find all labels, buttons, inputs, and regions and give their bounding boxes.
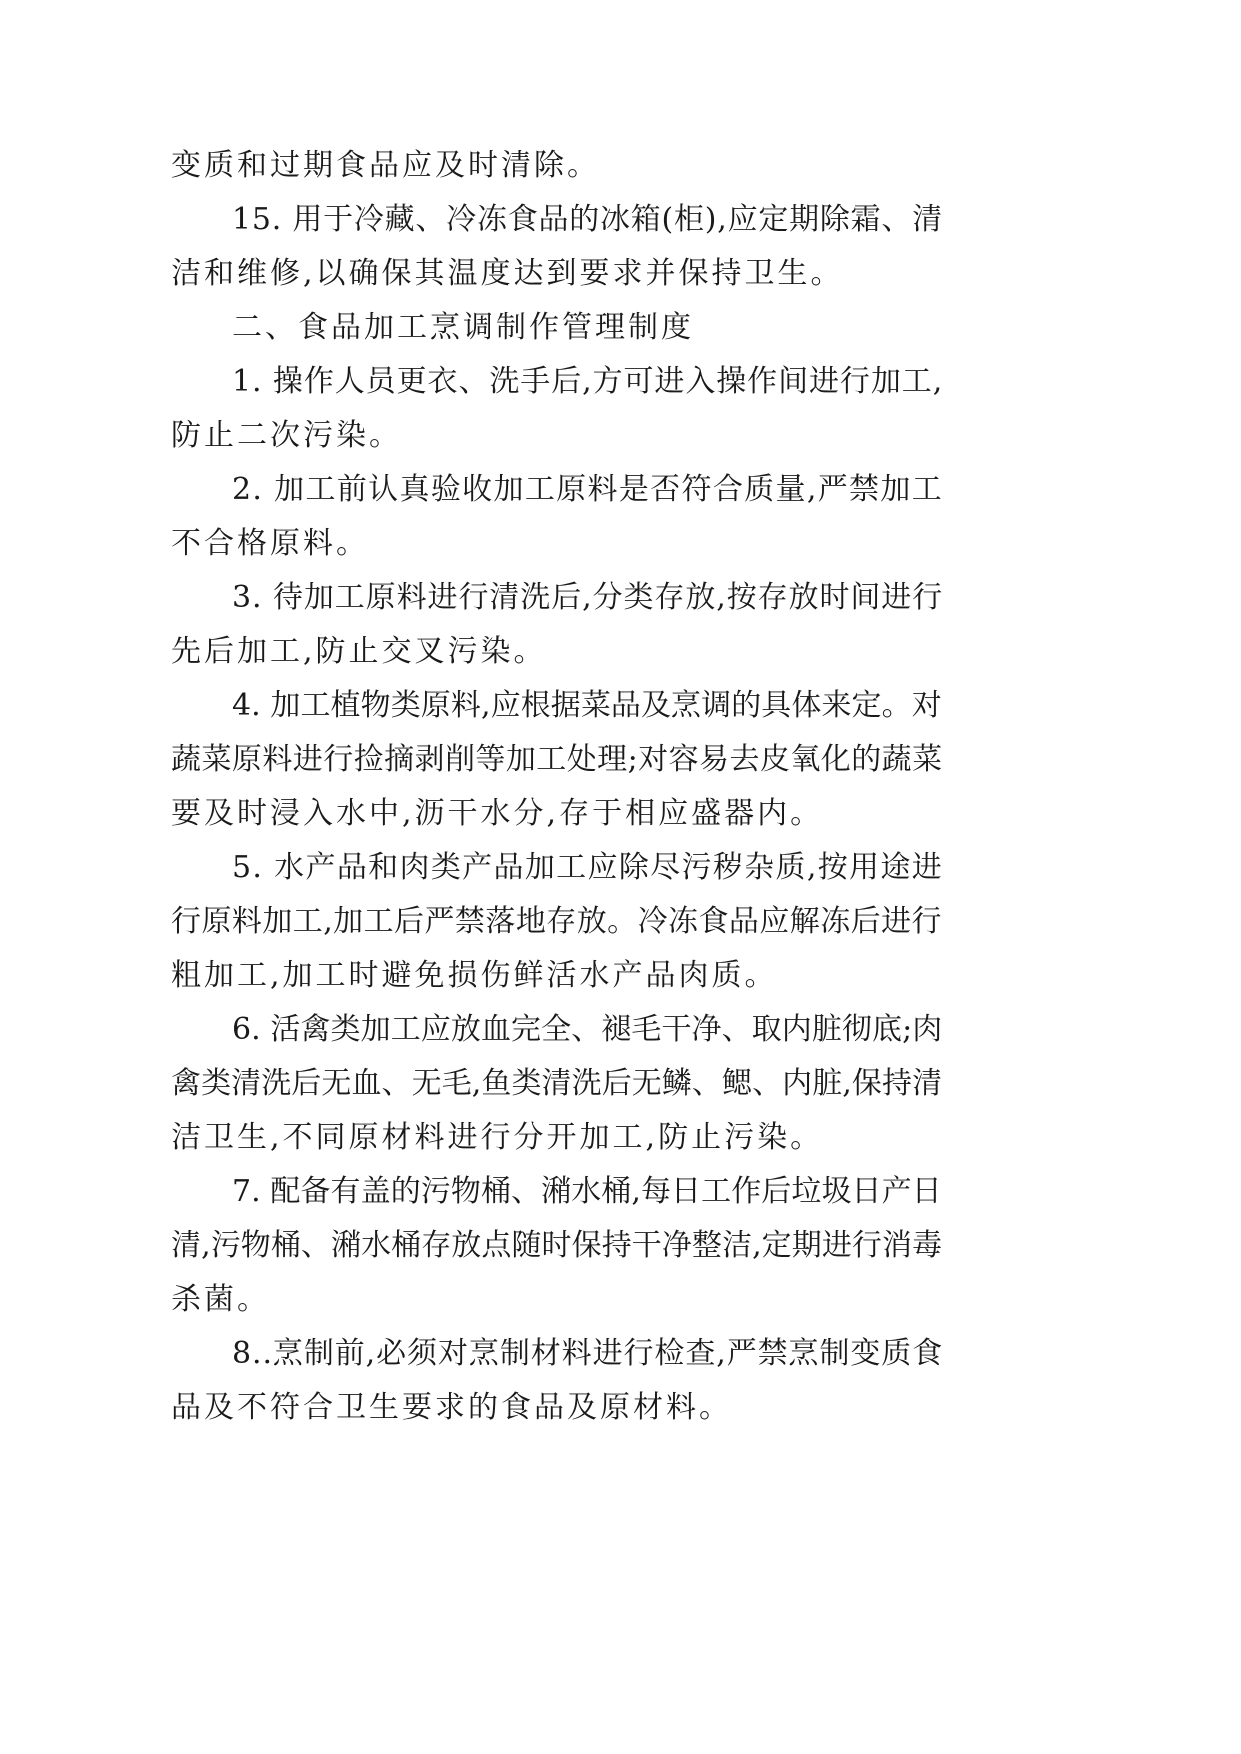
text-line-2: 15. 用于冷藏、冷冻食品的冰箱(柜),应定期除霜、清	[232, 202, 943, 237]
text-line-10: 先后加工,防止交叉污染。	[171, 634, 547, 669]
text-line-15: 行原料加工,加工后严禁落地存放。冷冻食品应解冻后进行	[171, 904, 942, 939]
text-line-21: 清,污物桶、潲水桶存放点随时保持干净整洁,定期进行消毒	[171, 1228, 943, 1263]
text-line-6: 防止二次污染。	[171, 418, 402, 453]
text-line-19: 洁卫生,不同原材料进行分开加工,防止污染。	[171, 1120, 824, 1155]
text-line-3: 洁和维修,以确保其温度达到要求并保持卫生。	[171, 256, 844, 291]
text-line-7: 2. 加工前认真验收加工原料是否符合质量,严禁加工	[232, 472, 944, 507]
text-line-1: 变质和过期食品应及时清除。	[171, 148, 600, 183]
text-line-9: 3. 待加工原料进行清洗后,分类存放,按存放时间进行	[232, 580, 944, 615]
text-line-11: 4. 加工植物类原料,应根据菜品及烹调的具体来定。对	[232, 688, 942, 723]
text-line-5: 1. 操作人员更衣、洗手后,方可进入操作间进行加工,	[232, 364, 944, 399]
text-line-23: 8..烹制前,必须对烹制材料进行检查,严禁烹制变质食	[232, 1336, 944, 1371]
text-line-22: 杀菌。	[171, 1282, 270, 1317]
text-line-24: 品及不符合卫生要求的食品及原材料。	[171, 1390, 732, 1425]
text-line-8: 不合格原料。	[171, 526, 369, 561]
text-line-16: 粗加工,加工时避免损伤鲜活水产品肉质。	[171, 958, 778, 993]
text-line-17: 6. 活禽类加工应放血完全、褪毛干净、取内脏彻底;肉	[232, 1012, 943, 1047]
text-line-20: 7. 配备有盖的污物桶、潲水桶,每日工作后垃圾日产日	[232, 1174, 942, 1209]
text-line-13: 要及时浸入水中,沥干水分,存于相应盛器内。	[171, 796, 824, 831]
text-line-14: 5. 水产品和肉类产品加工应除尽污秽杂质,按用途进	[232, 850, 944, 885]
section-heading: 二、食品加工烹调制作管理制度	[232, 310, 694, 345]
text-line-18: 禽类清洗后无血、无毛,鱼类清洗后无鳞、鳃、内脏,保持清	[171, 1066, 943, 1101]
text-line-12: 蔬菜原料进行捡摘剥削等加工处理;对容易去皮氧化的蔬菜	[171, 742, 943, 777]
